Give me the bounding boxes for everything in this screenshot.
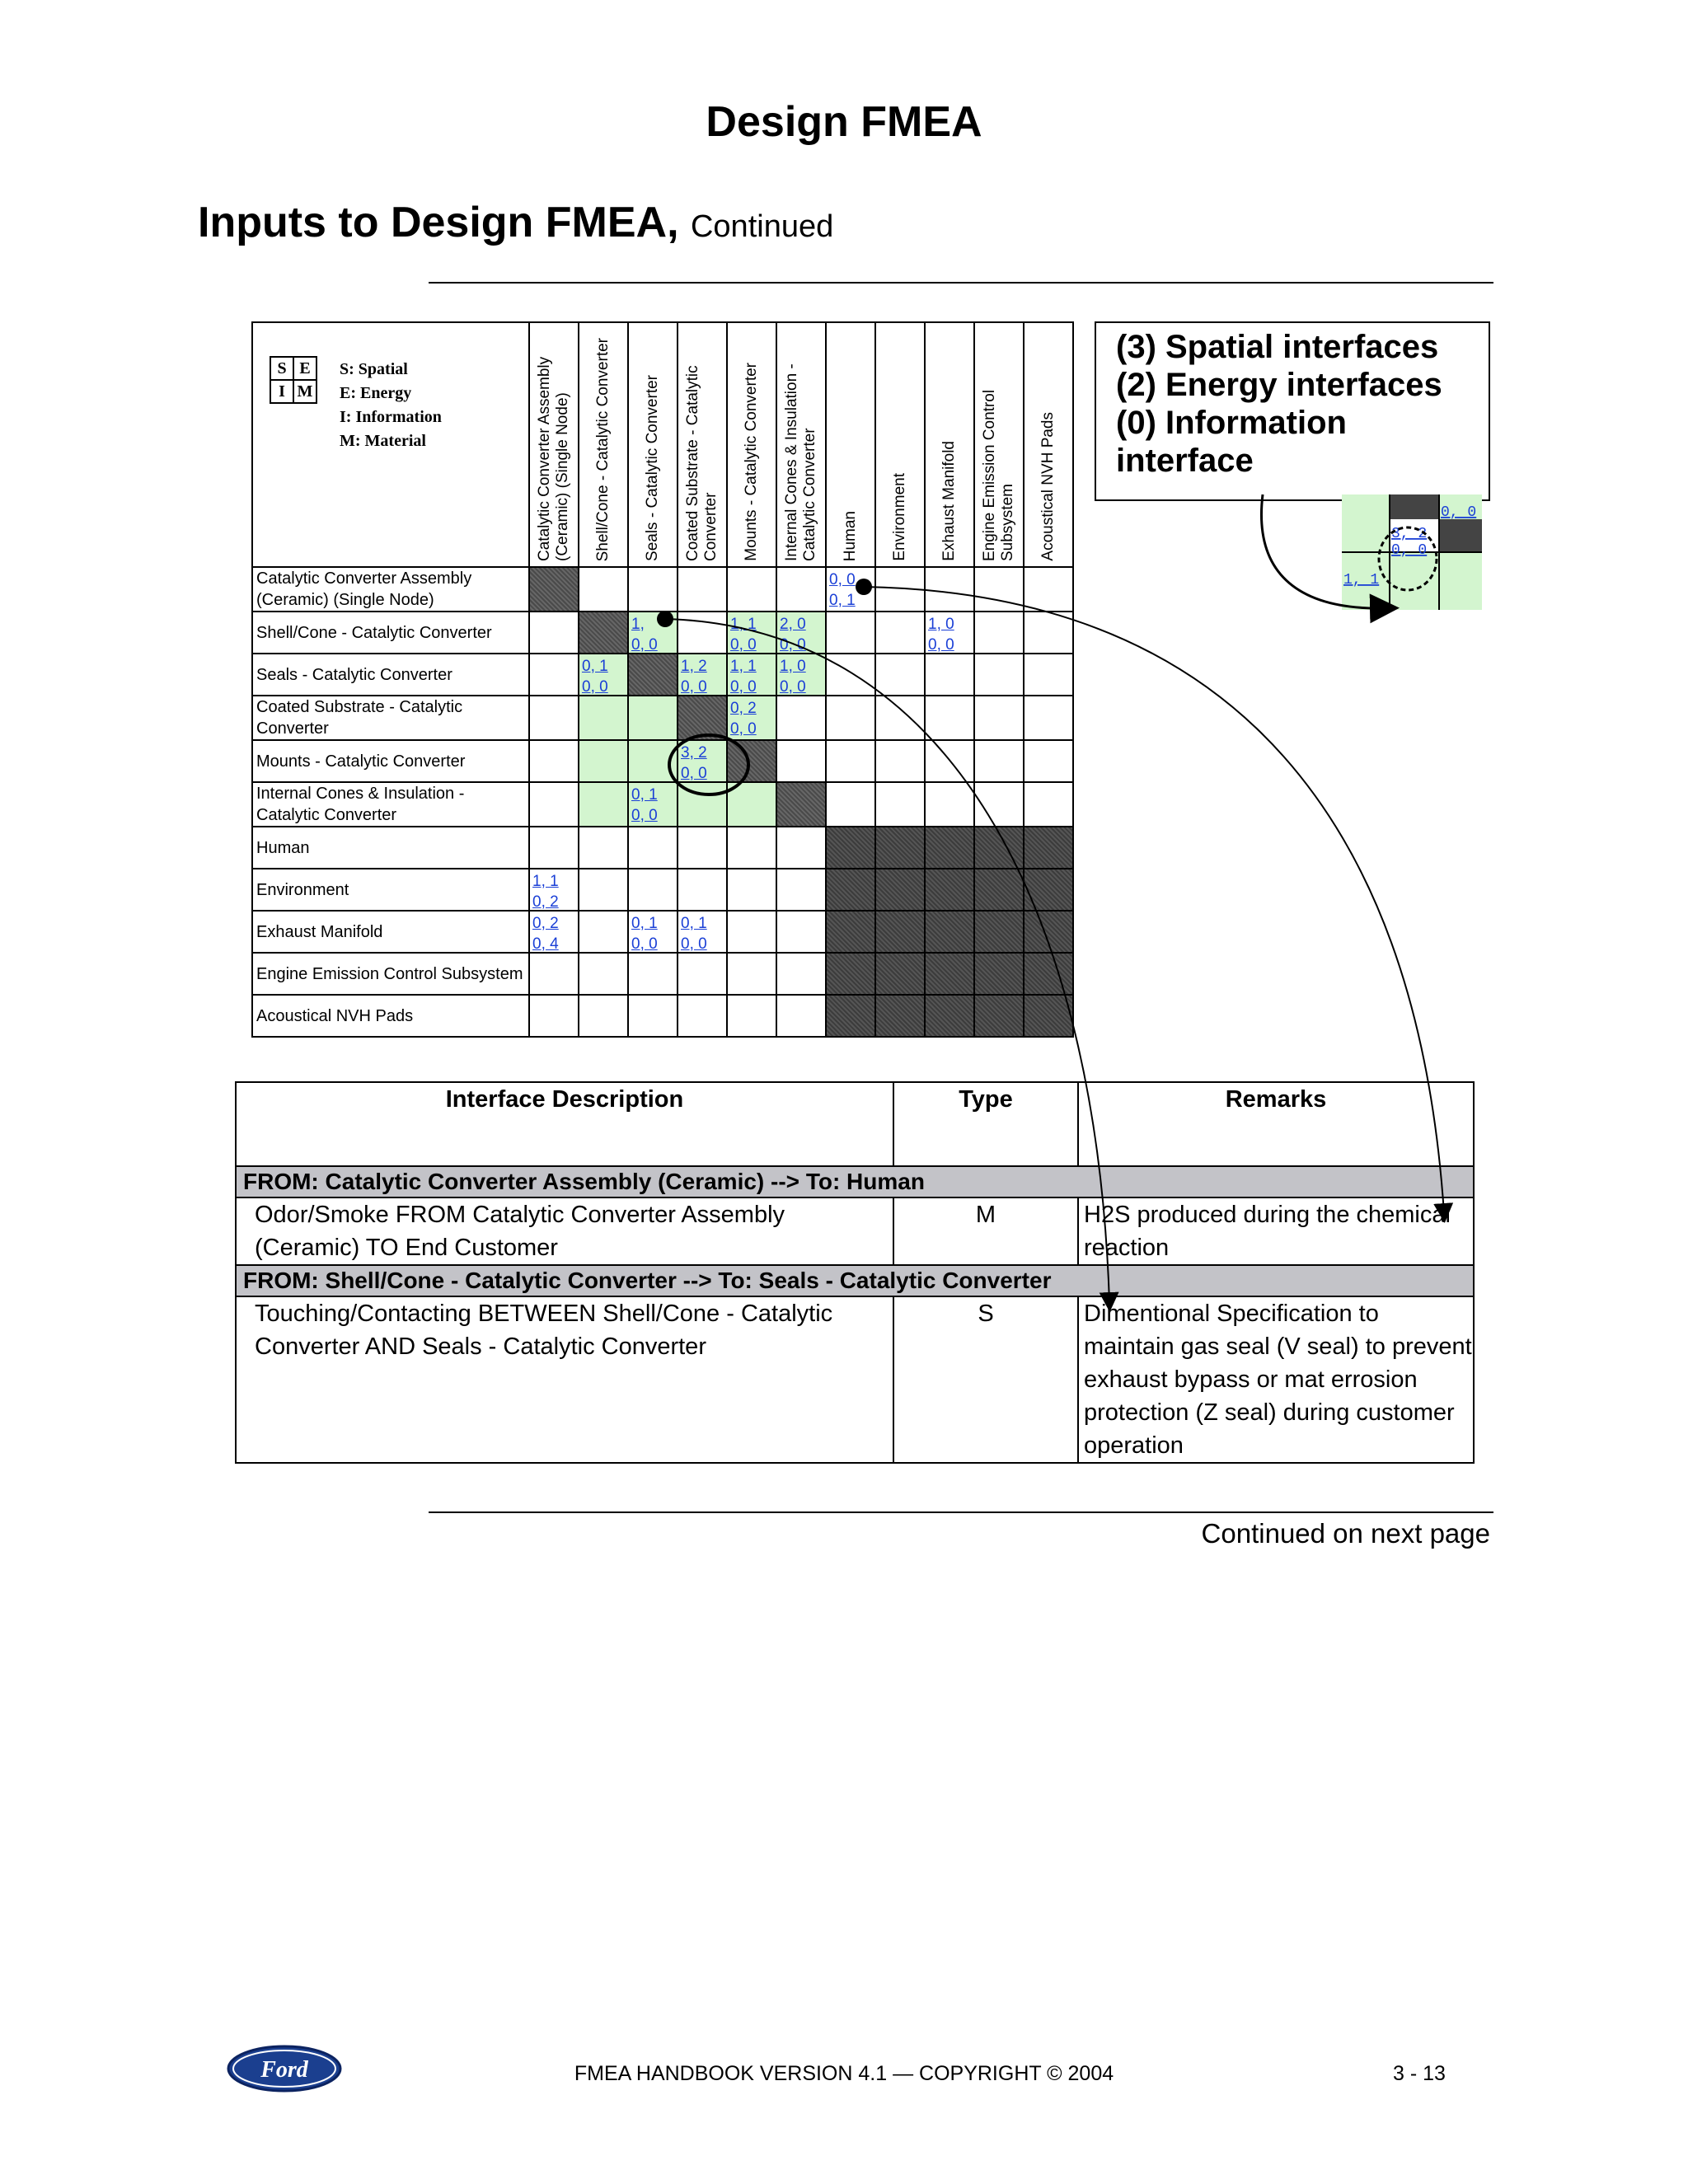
column-header: Catalytic Converter Assembly (Ceramic) (Single Node) [529, 322, 579, 567]
matrix-cell [974, 911, 1024, 953]
sei-grid [270, 356, 317, 404]
legend-item: M: Material [340, 432, 426, 450]
interface-rating[interactable]: 0, 1 0, 0 [681, 915, 707, 953]
matrix-cell [925, 953, 974, 995]
column-header: Exhaust Manifold [925, 322, 974, 567]
matrix-cell [776, 696, 826, 740]
matrix-cell [529, 654, 579, 696]
matrix-cell [974, 567, 1024, 612]
row-header: Coated Substrate - Catalytic Converter [252, 696, 529, 740]
matrix-row [252, 740, 1073, 782]
matrix-cell [776, 827, 826, 869]
callout-line: (2) Energy interfaces [1116, 367, 1442, 403]
section-title [198, 198, 833, 247]
matrix-cell [579, 612, 628, 654]
interface-rating[interactable]: 1, 2 0, 0 [681, 658, 707, 696]
matrix-cell [529, 740, 579, 782]
matrix-cell [727, 869, 776, 911]
matrix-cell [925, 869, 974, 911]
interface-rating[interactable]: 0, 1 0, 0 [631, 786, 658, 824]
matrix-cell [1024, 953, 1073, 995]
matrix-cell [826, 567, 875, 612]
description-cell: Touching/Contacting BETWEEN Shell/Cone - Catalytic Converter AND Seals - Catalytic Converter [236, 1296, 893, 1463]
inset-value: 0, 0 [1391, 542, 1428, 559]
matrix-cell [628, 953, 678, 995]
matrix-cell [1024, 911, 1073, 953]
matrix-cell [826, 869, 875, 911]
table-row [236, 1197, 1474, 1265]
interface-rating[interactable]: 0, 0 0, 1 [829, 571, 856, 609]
matrix-row [252, 654, 1073, 696]
matrix-cell [826, 654, 875, 696]
legend-grid-s: S [270, 357, 293, 380]
column-header: Environment [875, 322, 925, 567]
matrix-cell [727, 782, 776, 827]
ford-logo-text: Ford [260, 2057, 308, 2083]
row-header: Internal Cones & Insulation - Catalytic Converter [252, 782, 529, 827]
matrix-cell [925, 911, 974, 953]
matrix-cell [727, 995, 776, 1037]
matrix-cell [628, 567, 678, 612]
matrix-cell [974, 696, 1024, 740]
interface-rating[interactable]: 2, 0 0, 0 [780, 616, 806, 654]
matrix-cell [579, 995, 628, 1037]
legend-grid-i: I [270, 380, 293, 403]
interface-rating[interactable]: 1, 1 0, 0 [730, 658, 757, 696]
matrix-cell [579, 869, 628, 911]
column-header: Coated Substrate - Catalytic Converter [678, 322, 727, 567]
interface-rating[interactable]: 1, 1 0, 2 [532, 873, 559, 911]
bottom-rule [429, 1511, 1493, 1513]
matrix-cell [925, 654, 974, 696]
matrix-cell [628, 654, 678, 696]
matrix-cell [776, 782, 826, 827]
matrix-cell [826, 696, 875, 740]
interface-rating[interactable]: 1, 0 0, 0 [780, 658, 806, 696]
column-header: Mounts - Catalytic Converter [727, 322, 776, 567]
legend-item: S: Spatial [340, 360, 408, 378]
matrix-cell [628, 869, 678, 911]
row-header: Environment [252, 869, 529, 911]
matrix-cell [826, 782, 875, 827]
matrix-cell [579, 567, 628, 612]
row-header: Mounts - Catalytic Converter [252, 740, 529, 782]
matrix-cell [529, 827, 579, 869]
matrix-cell [727, 911, 776, 953]
matrix-row [252, 612, 1073, 654]
matrix-cell [875, 995, 925, 1037]
remarks-cell: Dimentional Specification to maintain gas seal (V seal) to prevent exhaust bypass or mat errosion protection (Z seal) during customer operation [1078, 1296, 1474, 1463]
matrix-cell [727, 827, 776, 869]
legend-grid-e: E [293, 357, 316, 380]
matrix-cell [628, 740, 678, 782]
table-row [236, 1296, 1474, 1463]
matrix-cell [678, 953, 727, 995]
legend-grid-m: M [293, 380, 316, 403]
top-rule [429, 282, 1493, 284]
matrix-cell [678, 696, 727, 740]
matrix-cell [579, 696, 628, 740]
matrix-cell [875, 911, 925, 953]
matrix-cell [826, 827, 875, 869]
section-title-text: Inputs to Design FMEA, [198, 199, 679, 246]
matrix-cell [678, 740, 727, 782]
type-cell: S [893, 1296, 1078, 1463]
matrix-cell [579, 740, 628, 782]
legend-item: I: Information [340, 408, 442, 426]
matrix-cell [628, 911, 678, 953]
column-header: Human [826, 322, 875, 567]
interface-rating[interactable]: 0, 1 0, 0 [631, 915, 658, 953]
matrix-cell [974, 654, 1024, 696]
matrix-row [252, 567, 1073, 612]
from-label: FROM: Catalytic Converter Assembly (Ceramic) --> To: Human [236, 1166, 1474, 1197]
matrix-cell [579, 911, 628, 953]
row-header: Catalytic Converter Assembly (Ceramic) (Single Node) [252, 567, 529, 612]
matrix-cell [875, 612, 925, 654]
matrix-cell [628, 696, 678, 740]
interface-table [235, 1081, 1475, 1464]
row-header: Seals - Catalytic Converter [252, 654, 529, 696]
interface-matrix [251, 321, 1074, 1038]
matrix-cell [727, 654, 776, 696]
matrix-cell [826, 995, 875, 1037]
column-header: Acoustical NVH Pads [1024, 322, 1073, 567]
matrix-cell [727, 567, 776, 612]
matrix-cell [925, 567, 974, 612]
type-cell: M [893, 1197, 1078, 1265]
matrix-cell [925, 827, 974, 869]
legend-item: E: Energy [340, 384, 412, 402]
row-header: Acoustical NVH Pads [252, 995, 529, 1037]
continued-note: Continued on next page [1201, 1518, 1490, 1549]
matrix-cell [925, 740, 974, 782]
interface-callout [1095, 321, 1490, 501]
interface-rating[interactable]: 1, 0 0, 0 [928, 616, 954, 654]
matrix-cell [974, 740, 1024, 782]
zoomed-matrix-inset [1342, 494, 1490, 618]
matrix-cell [579, 827, 628, 869]
matrix-cell [678, 782, 727, 827]
callout-line: (0) Information [1116, 405, 1347, 441]
row-header: Human [252, 827, 529, 869]
matrix-cell [875, 654, 925, 696]
matrix-cell [727, 740, 776, 782]
matrix-cell [776, 995, 826, 1037]
matrix-cell [678, 567, 727, 612]
matrix-cell [1024, 654, 1073, 696]
legend-list [340, 358, 442, 453]
matrix-cell [529, 995, 579, 1037]
matrix-cell [628, 827, 678, 869]
matrix-row [252, 911, 1073, 953]
matrix-cell [776, 911, 826, 953]
matrix-cell [776, 869, 826, 911]
matrix-cell [1024, 612, 1073, 654]
page-number: 3 - 13 [1393, 2062, 1446, 2085]
matrix-row [252, 782, 1073, 827]
matrix-cell [826, 911, 875, 953]
matrix-cell [925, 995, 974, 1037]
matrix-row [252, 869, 1073, 911]
table-header-row [236, 1082, 1474, 1166]
inset-value: 0, 0 [1441, 504, 1477, 521]
from-row [236, 1166, 1474, 1197]
interface-rating[interactable]: 0, 2 0, 4 [532, 915, 559, 953]
matrix-cell [826, 740, 875, 782]
matrix-cell [826, 612, 875, 654]
matrix-cell [1024, 696, 1073, 740]
matrix-cell [925, 782, 974, 827]
header-description: Interface Description [236, 1082, 893, 1166]
matrix-cell [579, 953, 628, 995]
matrix-cell [529, 567, 579, 612]
matrix-cell [727, 953, 776, 995]
matrix-cell [727, 696, 776, 740]
inset-value: 1, 1 [1343, 572, 1380, 588]
matrix-cell [974, 827, 1024, 869]
matrix-cell [875, 782, 925, 827]
description-cell: Odor/Smoke FROM Catalytic Converter Assembly (Ceramic) TO End Customer [236, 1197, 893, 1265]
interface-rating[interactable]: 0, 2 0, 0 [730, 700, 757, 738]
interface-rating[interactable]: 0, 1 0, 0 [582, 658, 608, 696]
matrix-cell [529, 782, 579, 827]
matrix-cell [678, 654, 727, 696]
remarks-cell: H2S produced during the chemical reaction [1078, 1197, 1474, 1265]
matrix-cell [678, 911, 727, 953]
matrix-cell [875, 953, 925, 995]
column-header: Seals - Catalytic Converter [628, 322, 678, 567]
matrix-cell [776, 612, 826, 654]
row-header: Exhaust Manifold [252, 911, 529, 953]
matrix-cell [925, 612, 974, 654]
callout-line: interface [1116, 443, 1254, 479]
matrix-cell [628, 782, 678, 827]
matrix-cell [875, 740, 925, 782]
row-header: Engine Emission Control Subsystem [252, 953, 529, 995]
matrix-cell [628, 995, 678, 1037]
matrix-cell [678, 869, 727, 911]
matrix-cell [529, 612, 579, 654]
matrix-cell [776, 740, 826, 782]
matrix-cell [875, 567, 925, 612]
matrix-row [252, 995, 1073, 1037]
matrix-cell [974, 953, 1024, 995]
matrix-cell [678, 827, 727, 869]
callout-line: (3) Spatial interfaces [1116, 329, 1439, 365]
matrix-cell [628, 612, 678, 654]
matrix-row [252, 953, 1073, 995]
header-type: Type [893, 1082, 1078, 1166]
matrix-cell [974, 869, 1024, 911]
matrix-cell [579, 782, 628, 827]
matrix-cell [875, 827, 925, 869]
matrix-cell [1024, 567, 1073, 612]
interface-rating[interactable]: 3, 2 0, 0 [681, 744, 707, 782]
matrix-cell [974, 995, 1024, 1037]
interface-rating[interactable]: 1, 0, 0 [631, 616, 658, 654]
inset-value: 3, 2 [1391, 526, 1428, 542]
matrix-cell [776, 567, 826, 612]
header-remarks: Remarks [1078, 1082, 1474, 1166]
column-header: Internal Cones & Insulation - Catalytic Converter [776, 322, 826, 567]
column-header: Shell/Cone - Catalytic Converter [579, 322, 628, 567]
matrix-legend [252, 322, 529, 567]
matrix-row [252, 696, 1073, 740]
matrix-cell [1024, 827, 1073, 869]
from-row [236, 1265, 1474, 1296]
matrix-cell [776, 953, 826, 995]
matrix-cell [1024, 995, 1073, 1037]
matrix-cell [529, 696, 579, 740]
document-title: Design FMEA [706, 98, 982, 146]
matrix-cell [974, 612, 1024, 654]
row-header: Shell/Cone - Catalytic Converter [252, 612, 529, 654]
matrix-cell [1024, 869, 1073, 911]
matrix-cell [826, 953, 875, 995]
matrix-cell [529, 869, 579, 911]
matrix-cell [974, 782, 1024, 827]
interface-rating[interactable]: 1, 1 0, 0 [730, 616, 757, 654]
matrix-cell [579, 654, 628, 696]
matrix-cell [925, 696, 974, 740]
matrix-cell [875, 869, 925, 911]
matrix-cell [678, 612, 727, 654]
from-label: FROM: Shell/Cone - Catalytic Converter --> To: Seals - Catalytic Converter [236, 1265, 1474, 1296]
section-title-suffix: Continued [690, 209, 834, 244]
matrix-cell [1024, 740, 1073, 782]
matrix-cell [529, 953, 579, 995]
matrix-cell [678, 995, 727, 1037]
matrix-row [252, 827, 1073, 869]
matrix-cell [875, 696, 925, 740]
matrix-cell [529, 911, 579, 953]
column-header: Engine Emission Control Subsystem [974, 322, 1024, 567]
footer-text: FMEA HANDBOOK VERSION 4.1 — COPYRIGHT © 2004 [574, 2062, 1114, 2085]
matrix-cell [727, 612, 776, 654]
matrix-cell [1024, 782, 1073, 827]
matrix-cell [776, 654, 826, 696]
